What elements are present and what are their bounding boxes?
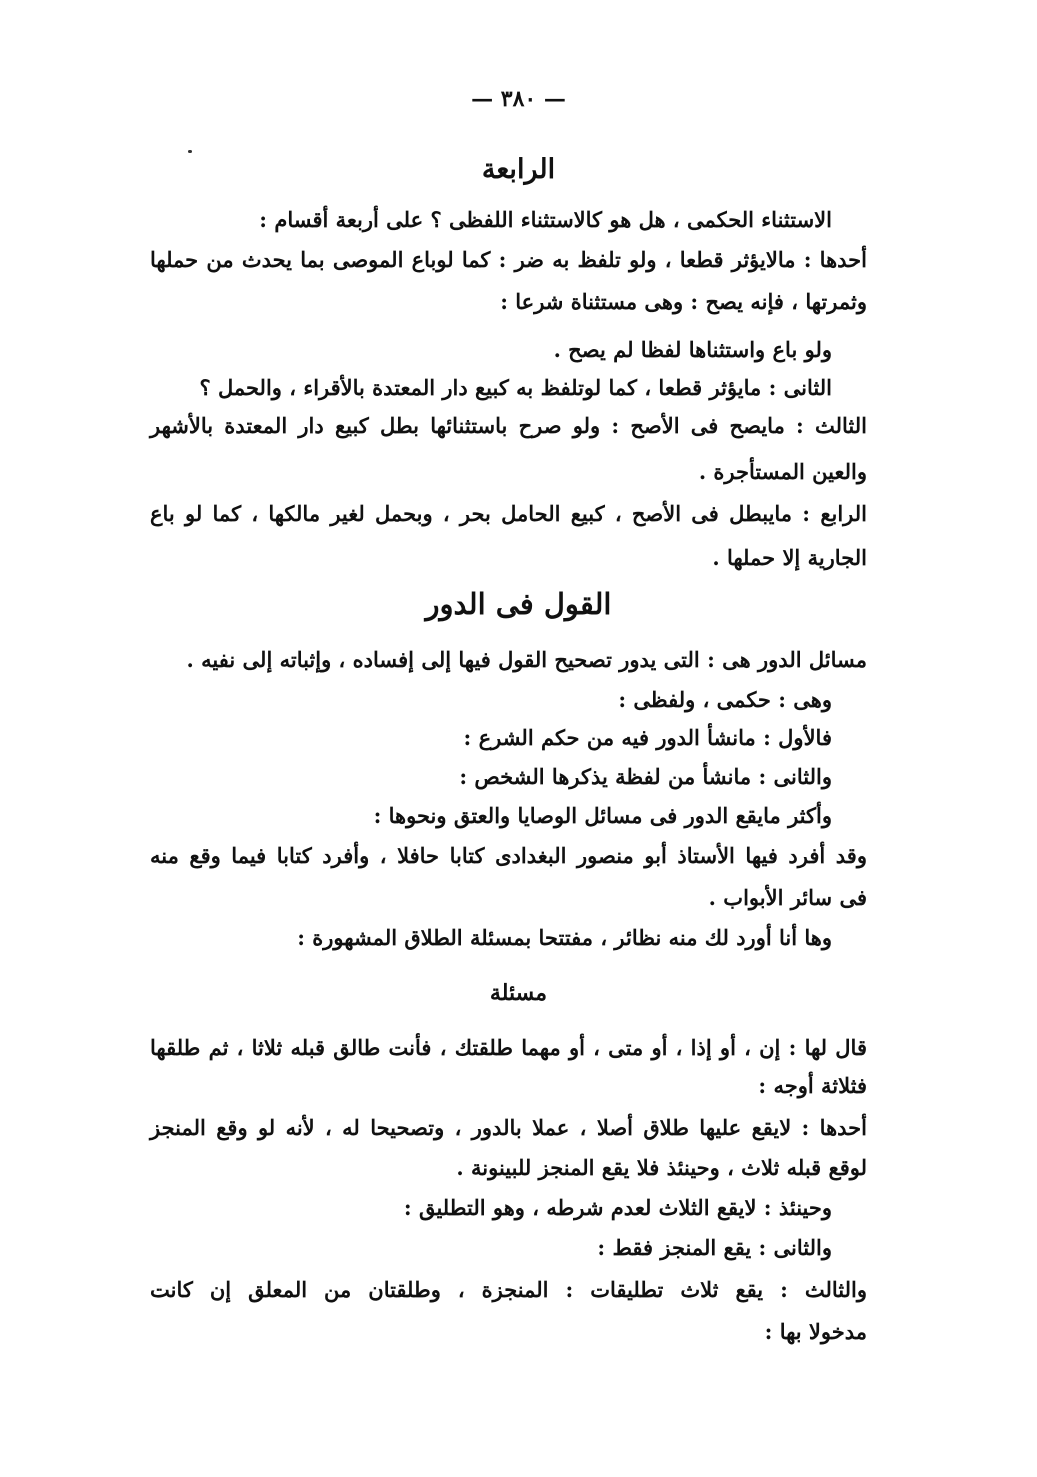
paragraph-line: أحدها : لايقع عليها طلاق أصلا ، عملا بالدور ، وتصحيحا له ، لأنه لو وقع المنجز	[150, 1115, 867, 1140]
paragraph-line: مسائل الدور هى : التى يدور تصحيح القول فيها إلى إفساده ، وإثباته إلى نفيه .	[186, 647, 867, 672]
paragraph-line: وأكثر مايقع الدور فى مسائل الوصايا والعتق ونحوها :	[373, 803, 832, 828]
ink-speck	[188, 150, 192, 153]
paragraph-line: وهى : حكمى ، ولفظى :	[618, 687, 832, 712]
paragraph-line: وحينئذ : لايقع الثلاث لعدم شرطه ، وهو التطليق :	[403, 1195, 832, 1220]
section-title-1: الرابعة	[481, 154, 556, 185]
section-title-2: القول فى الدور	[425, 587, 612, 621]
paragraph-line: قال لها : إن ، أو إذا ، أو متى ، أو مهما طلقتك ، فأنت طالق قبله ثلاثا ، ثم طلقها	[150, 1035, 867, 1060]
paragraph-line: لوقع قبله ثلاث ، وحينئذ فلا يقع المنجز للبينونة .	[456, 1155, 867, 1180]
paragraph-line: والثانى : مانشأ من لفظة يذكرها الشخص :	[459, 764, 832, 789]
paragraph-line: ولو باع واستثناها لفظا لم يصح .	[553, 337, 832, 362]
paragraph-line: أحدها : مالايؤثر قطعا ، ولو تلفظ به ضر : كما لوباع الموصى بما يحدث من حملها	[150, 247, 867, 272]
paragraph-line: والعين المستأجرة .	[698, 459, 867, 484]
paragraph-line: والثالث : يقع ثلاث تطليقات : المنجزة ، وطلقتان من المعلق إن كانت	[150, 1277, 867, 1302]
paragraph-line: فثلاثة أوجه :	[758, 1073, 867, 1098]
page-number: — ٣٨٠ —	[471, 86, 566, 112]
paragraph-line: والثانى : يقع المنجز فقط :	[597, 1235, 832, 1260]
paragraph-line: مدخولا بها :	[764, 1319, 867, 1344]
paragraph-line: وقد أفرد فيها الأستاذ أبو منصور البغدادى كتابا حافلا ، وأفرد كتابا فيما وقع منه	[150, 843, 867, 868]
paragraph-line: فالأول : مانشأ الدور فيه من حكم الشرع :	[463, 725, 832, 750]
paragraph-line: وها أنا أورد لك منه نظائر ، مفتتحا بمسئلة الطلاق المشهورة :	[297, 925, 832, 950]
paragraph-line: الثالث : مايصح فى الأصح : ولو صرح باستثنائها بطل كبيع دار المعتدة بالأشهر	[150, 413, 867, 438]
paragraph-line: الاستثناء الحكمى ، هل هو كالاستثناء اللفظى ؟ على أربعة أقسام :	[259, 207, 832, 232]
paragraph-line: الثانى : مايؤثر قطعا ، كما لوتلفظ به كبيع دار المعتدة بالأقراء ، والحمل ؟	[199, 375, 832, 400]
paragraph-line: فى سائر الأبواب .	[708, 885, 867, 910]
paragraph-line: وثمرتها ، فإنه يصح : وهى مستثناة شرعا :	[500, 289, 867, 314]
section-title-3: مسئلة	[489, 980, 548, 1006]
paragraph-line: الرابع : مايبطل فى الأصح ، كبيع الحامل بحر ، وبحمل لغير مالكها ، كما لو باع	[150, 501, 867, 526]
paragraph-line: الجارية إلا حملها .	[712, 545, 867, 570]
